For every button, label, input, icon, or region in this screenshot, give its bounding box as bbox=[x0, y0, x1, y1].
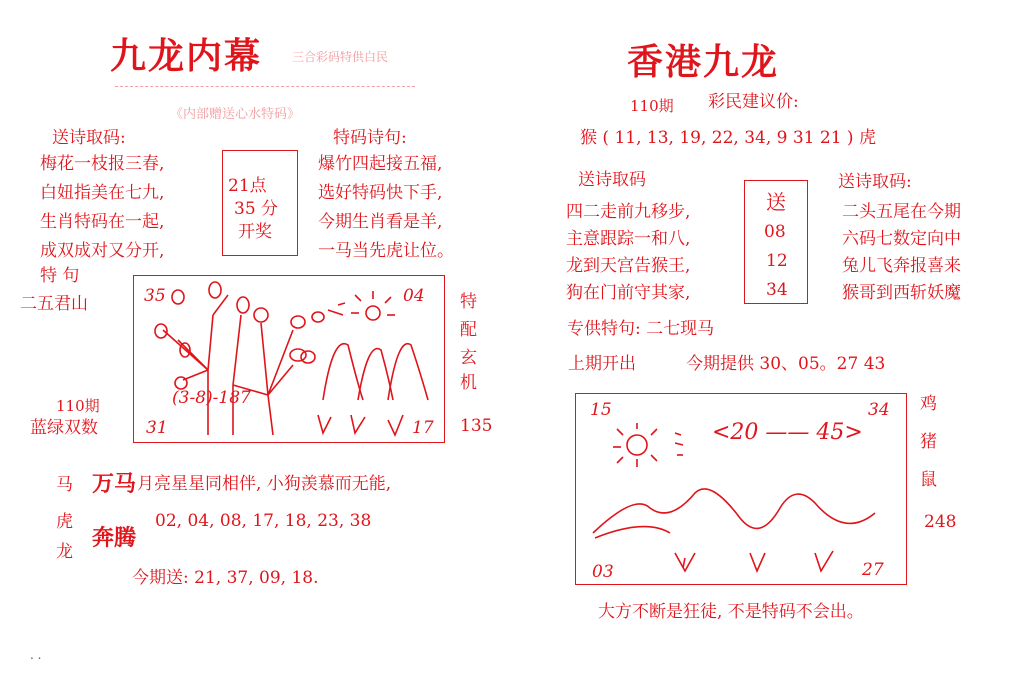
left-sketch-mid: (3-8)-187 bbox=[172, 388, 251, 408]
right-sketch-num-br: 27 bbox=[862, 560, 884, 580]
te-pei-char: 玄 bbox=[460, 348, 477, 368]
left-sketch-num-bl: 31 bbox=[146, 418, 168, 438]
animal-label: 马 bbox=[56, 475, 73, 495]
right-poem-a-line: 四二走前九移步, bbox=[566, 202, 691, 222]
right-title: 香港九龙 bbox=[627, 41, 780, 83]
send-box-line: 送 bbox=[766, 190, 786, 214]
te-pei-number: 135 bbox=[460, 416, 493, 436]
send-box-line: 12 bbox=[766, 251, 788, 271]
right-poem-a-line: 龙到天宫告猴王, bbox=[566, 256, 691, 276]
animal-label: 龙 bbox=[56, 542, 73, 562]
left-sketch-num-br: 17 bbox=[412, 418, 434, 438]
corner-dots: . . bbox=[30, 648, 42, 662]
left-sketch-num-tl: 35 bbox=[144, 286, 166, 306]
right-sketch-num-tl: 15 bbox=[590, 400, 612, 420]
right-poem-b-heading: 送诗取码: bbox=[838, 172, 912, 192]
left-faint-subtitle: 三合彩码特供白民 bbox=[292, 50, 389, 64]
side-animal: 猪 bbox=[920, 432, 937, 452]
left-poem-a-line: 生肖特码在一起, bbox=[40, 212, 165, 232]
advice-label: 彩民建议价: bbox=[708, 92, 799, 112]
special-phrase: 专供特句: 二七现马 bbox=[567, 319, 715, 339]
left-poem-a-heading: 送诗取码: bbox=[52, 128, 126, 148]
left-period: 110期 bbox=[56, 397, 100, 415]
left-poem-b-heading: 特码诗句: bbox=[333, 128, 407, 148]
left-sketch-drawing bbox=[133, 275, 443, 441]
left-title: 九龙内幕 bbox=[110, 35, 263, 77]
time-box-line: 35 分 bbox=[234, 199, 279, 219]
animal-label: 虎 bbox=[56, 512, 73, 532]
time-box-line: 开奖 bbox=[238, 222, 272, 242]
right-poem-a-line: 主意跟踪一和八, bbox=[566, 229, 691, 249]
slogan-line: 万马 bbox=[92, 471, 137, 497]
left-today: 今期送: 21, 37, 09, 18. bbox=[132, 568, 319, 588]
left-faint-quote: 《内部赠送心水特码》 bbox=[170, 107, 301, 122]
slogan-line: 奔腾 bbox=[92, 525, 137, 551]
side-animal: 鼠 bbox=[920, 470, 937, 490]
left-poem-b-line: 爆竹四起接五福, bbox=[318, 154, 443, 174]
right-period: 110期 bbox=[630, 97, 674, 115]
te-ju-label: 特 句 bbox=[40, 266, 80, 286]
left-poem-b-line: 选好特码快下手, bbox=[318, 183, 443, 203]
left-poem-a-line: 梅花一枝报三春, bbox=[40, 154, 165, 174]
left-poem-c: 月亮星星同相伴, 小狗羡慕而无能, bbox=[137, 474, 392, 494]
te-pei-char: 配 bbox=[460, 320, 477, 340]
left-sketch-num-tr: 04 bbox=[403, 286, 425, 306]
send-box-line: 08 bbox=[764, 222, 786, 242]
time-box-line: 21点 bbox=[228, 176, 267, 196]
left-divider bbox=[115, 86, 415, 87]
right-poem-b-line: 六码七数定向中 bbox=[842, 229, 961, 249]
side-animal: 鸡 bbox=[920, 394, 937, 414]
right-sketch-mid: <20 —— 45> bbox=[712, 420, 863, 445]
monkey-line: 猴 ( 11, 13, 19, 22, 34, 9 31 21 ) 虎 bbox=[580, 128, 876, 148]
right-poem-b-line: 二头五尾在今期 bbox=[842, 202, 961, 222]
left-poem-b-line: 今期生肖看是羊, bbox=[318, 212, 443, 232]
right-footer: 大方不断是狂徒, 不是特码不会出。 bbox=[598, 602, 864, 622]
left-poem-b-line: 一马当先虎让位。 bbox=[318, 241, 454, 261]
right-poem-a-line: 狗在门前守其家, bbox=[566, 283, 691, 303]
right-poem-a-heading: 送诗取码 bbox=[578, 170, 646, 190]
right-poem-b-line: 兔儿飞奔报喜来 bbox=[842, 256, 961, 276]
period-note: 蓝绿双数 bbox=[30, 418, 98, 438]
te-pei-char: 特 bbox=[460, 292, 477, 312]
right-poem-b-line: 猴哥到西斩妖魔 bbox=[842, 283, 961, 303]
left-poem-a-line: 成双成对又分开, bbox=[40, 241, 165, 261]
left-poem-a-line: 白妞指美在七九, bbox=[40, 183, 165, 203]
send-box-line: 34 bbox=[766, 280, 788, 300]
te-pei-char: 机 bbox=[460, 373, 477, 393]
right-sketch-num-bl: 03 bbox=[592, 562, 614, 582]
left-numbers: 02, 04, 08, 17, 18, 23, 38 bbox=[155, 511, 372, 531]
last-label: 上期开出 bbox=[568, 354, 636, 374]
right-sketch-num-tr: 34 bbox=[868, 400, 890, 420]
provide-line: 今期提供 30、05。27 43 bbox=[686, 354, 886, 374]
side-number: 248 bbox=[924, 512, 957, 532]
te-ju-text: 二五君山 bbox=[20, 294, 88, 314]
